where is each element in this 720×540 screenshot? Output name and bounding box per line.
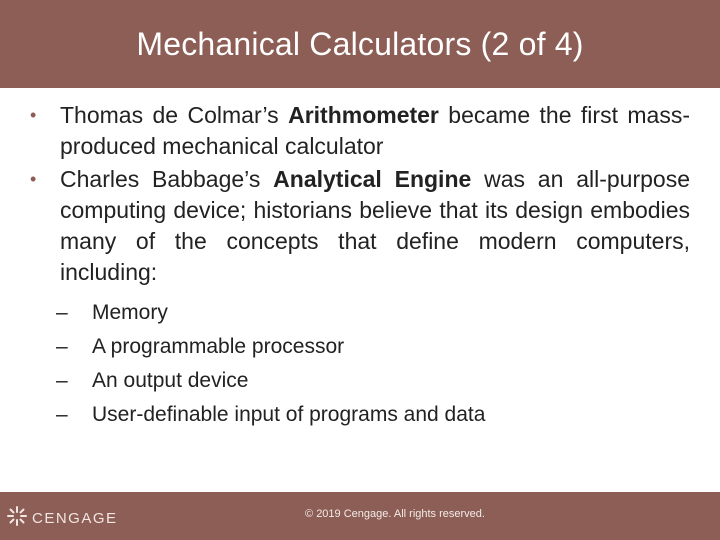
dash-marker: – bbox=[56, 335, 68, 358]
dash-marker: – bbox=[56, 403, 68, 426]
bullet-term-analytical-engine: Analytical Engine bbox=[273, 166, 472, 192]
bullet-text-after: became the first mass-produced mechanical calculator bbox=[60, 102, 690, 159]
sub-bullet-list bbox=[28, 296, 690, 432]
bullet-analytical-engine bbox=[28, 164, 690, 288]
bullet-text bbox=[60, 164, 690, 288]
sub-bullet-text: Memory bbox=[92, 301, 168, 324]
bullet-marker: • bbox=[30, 105, 37, 125]
bullet-text-before: Thomas de Colmar’s bbox=[60, 102, 289, 128]
bullet-marker: • bbox=[30, 169, 37, 189]
bullet-term-arithmometer: Arithmometer bbox=[288, 102, 439, 128]
sub-bullet-processor bbox=[28, 330, 690, 364]
bullet-text-after: was an all-purpose computing device; historians believe that its design embodies many of the concepts that define modern computers, including: bbox=[60, 166, 690, 285]
dash-marker: – bbox=[56, 301, 68, 324]
slide-header bbox=[0, 0, 720, 88]
dash-marker: – bbox=[56, 369, 68, 392]
sub-bullet-memory bbox=[28, 296, 690, 330]
bullet-text bbox=[60, 100, 690, 162]
bullet-arithmometer bbox=[28, 100, 690, 162]
logo-text: CENGAGE bbox=[32, 509, 118, 527]
sub-bullet-text: A programmable processor bbox=[92, 335, 345, 358]
copyright-notice: © 2019 Cengage. All rights reserved. bbox=[305, 508, 485, 520]
slide-footer bbox=[0, 492, 720, 540]
sub-bullet-text: User-definable input of programs and data bbox=[92, 403, 486, 426]
sub-bullet-input bbox=[28, 398, 690, 432]
slide-title: Mechanical Calculators (2 of 4) bbox=[136, 25, 584, 62]
sub-bullet-text: An output device bbox=[92, 369, 249, 392]
slide-body bbox=[28, 100, 690, 432]
bullet-text-before: Charles Babbage’s bbox=[60, 166, 274, 192]
sub-bullet-output-device bbox=[28, 364, 690, 398]
